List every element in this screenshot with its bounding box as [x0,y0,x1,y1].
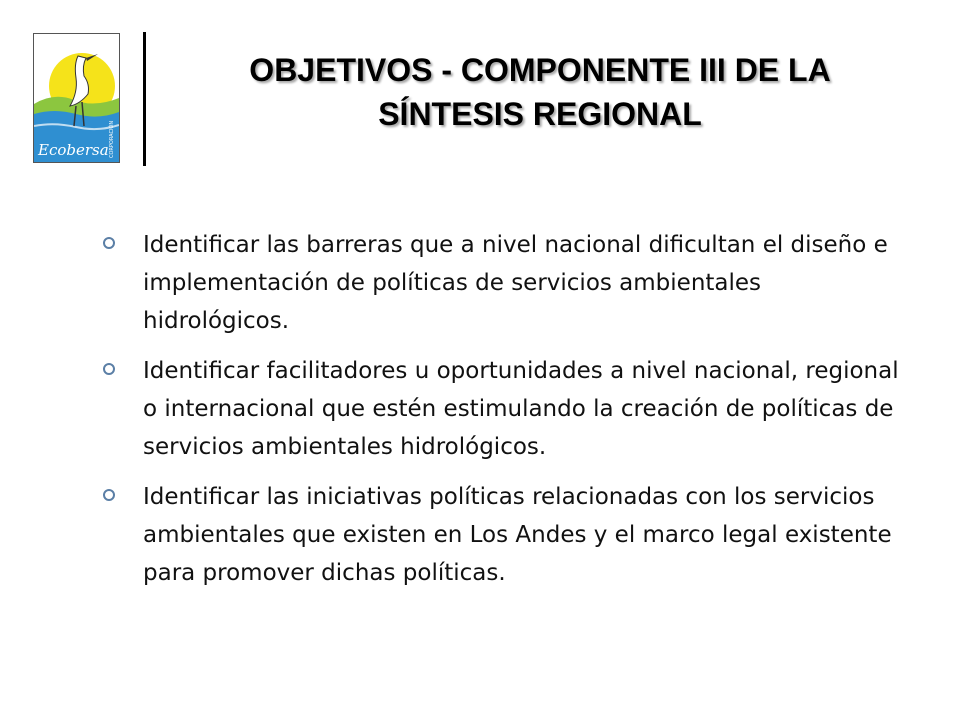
slide-title [170,48,910,136]
slide-title-line-1: OBJETIVOS - COMPONENTE III DE LA [249,52,831,88]
objectives-list [103,226,903,604]
bullet-circle-icon [103,489,115,501]
slide-title-line-2: SÍNTESIS REGIONAL [378,96,702,132]
logo-word: Ecobersa [38,141,109,159]
bullet-text: Identificar las barreras que a nivel nacional dificultan el diseño e implementación de políticas de servicios ambientales hidrológicos. [143,232,888,334]
list-item [103,226,903,340]
list-item [103,478,903,592]
header-divider [143,32,146,166]
ecobersa-logo [33,33,120,163]
bullet-text: Identificar facilitadores u oportunidades a nivel nacional, regional o internacional que estén estimulando la creación de políticas de servicios ambientales hidrológicos. [143,358,899,460]
bullet-circle-icon [103,363,115,375]
heron-logo-icon [34,34,119,162]
bullet-circle-icon [103,237,115,249]
list-item [103,352,903,466]
logo-side-text: CORPORACIÓN [109,120,115,158]
bullet-text: Identificar las iniciativas políticas relacionadas con los servicios ambientales que existen en Los Andes y el marco legal existente para promover dichas políticas. [143,484,892,586]
